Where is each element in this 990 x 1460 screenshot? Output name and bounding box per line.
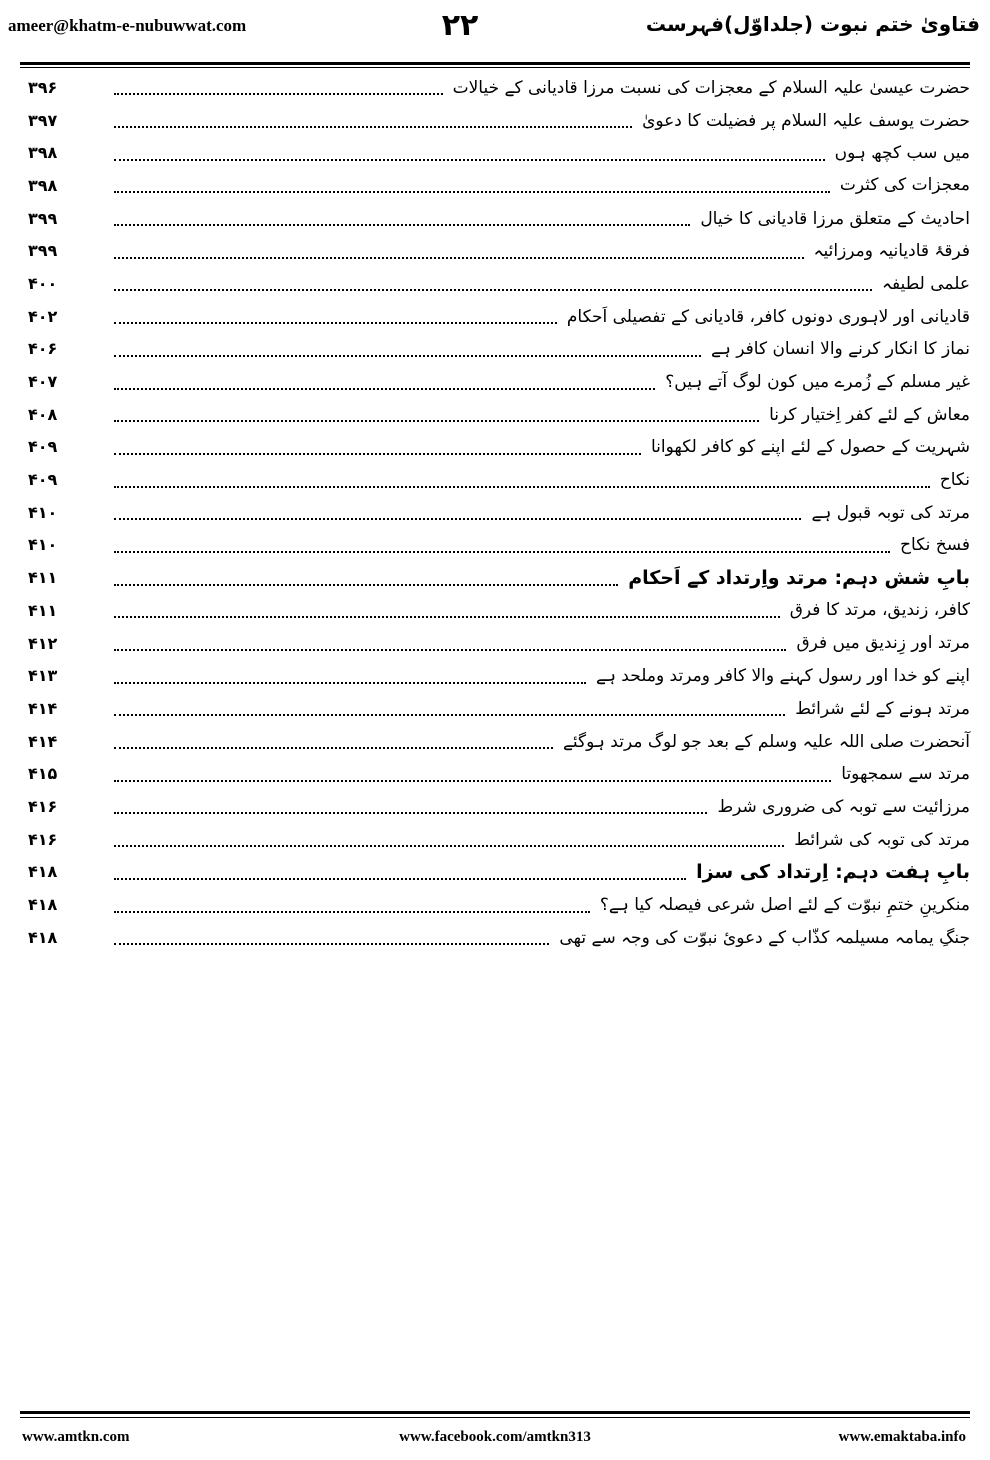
dot-leader (114, 93, 443, 95)
toc-entry-page: ۴۱۸ (28, 927, 58, 947)
toc-entry-page: ۴۱۰ (28, 502, 58, 522)
dot-leader (114, 682, 586, 684)
toc-row[interactable] (20, 823, 970, 856)
toc-entry-page: ۳۹۹ (28, 241, 58, 261)
book-title: فتاویٰ ختم نبوت (جلداوّل)فہرست (645, 12, 980, 36)
toc-row[interactable] (20, 888, 970, 921)
footer-link-amtkn[interactable]: www.amtkn.com (22, 1429, 130, 1445)
dot-leader (114, 224, 690, 226)
toc-row[interactable] (20, 594, 970, 627)
toc-entry-title: احادیث کے متعلق مرزا قادیانی کا خیال (700, 208, 970, 229)
toc-entry-title: مرتد ہونے کے لئے شرائط (795, 698, 970, 719)
toc-row[interactable] (20, 365, 970, 398)
toc-entry-title: قادیانی اور لاہوری دونوں کافر، قادیانی کے تفصیلی اَحکام (566, 306, 970, 327)
toc-entry-page: ۳۹۸ (28, 143, 58, 163)
toc-row[interactable] (20, 921, 970, 954)
toc-row[interactable] (20, 692, 970, 725)
toc-chapter-row[interactable] (20, 856, 970, 889)
dot-leader (114, 845, 784, 847)
header-rule-thick (20, 62, 970, 65)
toc-row[interactable] (20, 496, 970, 529)
toc-entry-title: غیر مسلم کے زُمرے میں کون لوگ آتے ہیں؟ (665, 372, 970, 393)
footer-rule-thick (20, 1411, 970, 1414)
toc-row[interactable] (20, 790, 970, 823)
dot-leader (114, 812, 707, 814)
toc-entry-title: معاش کے لئے کفر اِختیار کرنا (769, 404, 970, 425)
dot-leader (114, 584, 618, 586)
toc-entry-page: ۴۱۴ (28, 731, 58, 751)
toc-row[interactable] (20, 398, 970, 431)
toc-entry-title: منکرینِ ختمِ نبوّت کے لئے اصل شرعی فیصلہ کیا ہے؟ (599, 895, 970, 916)
toc-row[interactable] (20, 659, 970, 692)
dot-leader (114, 911, 590, 913)
toc-entry-title: مرتد کی توبہ قبول ہے (811, 502, 970, 523)
toc-entry-page: ۳۹۸ (28, 175, 58, 195)
dot-leader (114, 780, 831, 782)
toc-entry-title: معجزات کی کثرت (839, 175, 970, 196)
toc-entry-title: شہریت کے حصول کے لئے اپنے کو کافر لکھوانا (650, 437, 970, 458)
dot-leader (114, 943, 549, 945)
toc-entry-page: ۴۰۶ (28, 339, 58, 359)
page-number: ۲۲ (441, 8, 479, 43)
footer-link-emaktaba[interactable]: www.emaktaba.info (838, 1429, 966, 1445)
toc-entry-title: مرزائیت سے توبہ کی ضروری شرط (717, 796, 970, 817)
toc-entry-title: فرقۂ قادیانیہ ومرزائیہ (813, 241, 970, 262)
toc-entry-title: بابِ شش دہم: مرتد واِرتداد کے اَحکام (628, 566, 970, 589)
toc-entry-title: حضرت یوسف علیہ السلام پر فضیلت کا دعویٰ (642, 110, 970, 131)
toc-row[interactable] (20, 71, 970, 104)
toc-row[interactable] (20, 104, 970, 137)
toc-entry-title: حضرت عیسیٰ علیہ السلام کے معجزات کی نسبت مرزا قادیانی کے خیالات (452, 77, 970, 98)
header-email: ameer@khatm-e-nubuwwat.com (8, 16, 247, 35)
toc-chapter-row[interactable] (20, 561, 970, 594)
dot-leader (114, 257, 804, 259)
toc-entry-title: مرتد کی توبہ کی شرائط (794, 829, 970, 850)
dot-leader (114, 289, 872, 291)
toc-entry-page: ۴۰۷ (28, 372, 58, 392)
dot-leader (114, 355, 701, 357)
toc-row[interactable] (20, 529, 970, 562)
toc-entry-page: ۴۱۲ (28, 633, 58, 653)
toc-entry-title: میں سب کچھ ہوں (834, 143, 970, 164)
toc-entry-page: ۳۹۹ (28, 208, 58, 228)
toc-entry-page: ۴۰۲ (28, 306, 58, 326)
page-header (0, 0, 990, 62)
toc-row[interactable] (20, 234, 970, 267)
toc-entry-page: ۴۱۳ (28, 666, 58, 686)
toc-entry-title: کافر، زندیق، مرتد کا فرق (789, 600, 970, 621)
dot-leader (114, 878, 686, 880)
toc-row[interactable] (20, 431, 970, 464)
toc-entry-title: اپنے کو خدا اور رسول کہنے والا کافر ومرتد وملحد ہے (595, 666, 970, 687)
toc-entry-title: مرتد سے سمجھوتا (841, 764, 970, 785)
toc-entry-page: ۴۱۶ (28, 796, 58, 816)
toc-entry-page: ۴۱۶ (28, 829, 58, 849)
dot-leader (114, 388, 655, 390)
toc-entry-title: جنگِ یمامہ مسیلمہ کذّاب کے دعویٔ نبوّت کی وجہ سے تھی (559, 927, 970, 948)
dot-leader (114, 747, 553, 749)
toc-row[interactable] (20, 267, 970, 300)
dot-leader (114, 126, 632, 128)
toc-row[interactable] (20, 757, 970, 790)
toc-entry-title: بابِ ہفت دہم: اِرتداد کی سزا (696, 860, 970, 883)
page-footer (0, 1429, 990, 1453)
toc-entry-title: نماز کا انکار کرنے والا انسان کافر ہے (710, 339, 970, 360)
dot-leader (114, 649, 786, 651)
dot-leader (114, 420, 759, 422)
toc-row[interactable] (20, 627, 970, 660)
dot-leader (114, 322, 557, 324)
toc-row[interactable] (20, 202, 970, 235)
toc-row[interactable] (20, 333, 970, 366)
dot-leader (114, 616, 780, 618)
footer-link-facebook[interactable]: www.facebook.com/amtkn313 (399, 1429, 591, 1445)
dot-leader (114, 551, 890, 553)
toc-entry-title: فسخ نکاح (900, 534, 970, 555)
toc-entry-page: ۴۱۱ (28, 568, 58, 588)
toc-row[interactable] (20, 300, 970, 333)
dot-leader (114, 191, 830, 193)
dot-leader (114, 159, 825, 161)
toc-row[interactable] (20, 725, 970, 758)
toc-entry-title: مرتد اور زِندیق میں فرق (796, 633, 970, 654)
toc-entry-page: ۴۰۹ (28, 470, 58, 490)
toc-entry-page: ۴۰۰ (28, 273, 58, 293)
toc-entry-page: ۴۱۰ (28, 535, 58, 555)
table-of-contents (20, 71, 970, 954)
toc-entry-page: ۴۱۱ (28, 600, 58, 620)
toc-entry-title: آنحضرت صلی اللہ علیہ وسلم کے بعد جو لوگ مرتد ہوگئے (562, 731, 970, 752)
toc-entry-title: نکاح (939, 469, 970, 490)
toc-entry-page: ۴۱۸ (28, 862, 58, 882)
dot-leader (114, 518, 801, 520)
toc-entry-page: ۳۹۶ (28, 77, 58, 97)
toc-entry-page: ۴۱۴ (28, 698, 58, 718)
toc-entry-page: ۴۰۸ (28, 404, 58, 424)
dot-leader (114, 486, 930, 488)
toc-row[interactable] (20, 169, 970, 202)
toc-entry-page: ۴۱۵ (28, 764, 58, 784)
toc-entry-page: ۳۹۷ (28, 110, 58, 130)
header-rule-thin (20, 67, 970, 68)
toc-row[interactable] (20, 136, 970, 169)
toc-entry-page: ۴۰۹ (28, 437, 58, 457)
footer-rule-thin (20, 1417, 970, 1418)
toc-entry-title: علمی لطیفہ (882, 273, 970, 294)
dot-leader (114, 714, 785, 716)
toc-row[interactable] (20, 463, 970, 496)
dot-leader (114, 453, 641, 455)
toc-entry-page: ۴۱۸ (28, 895, 58, 915)
